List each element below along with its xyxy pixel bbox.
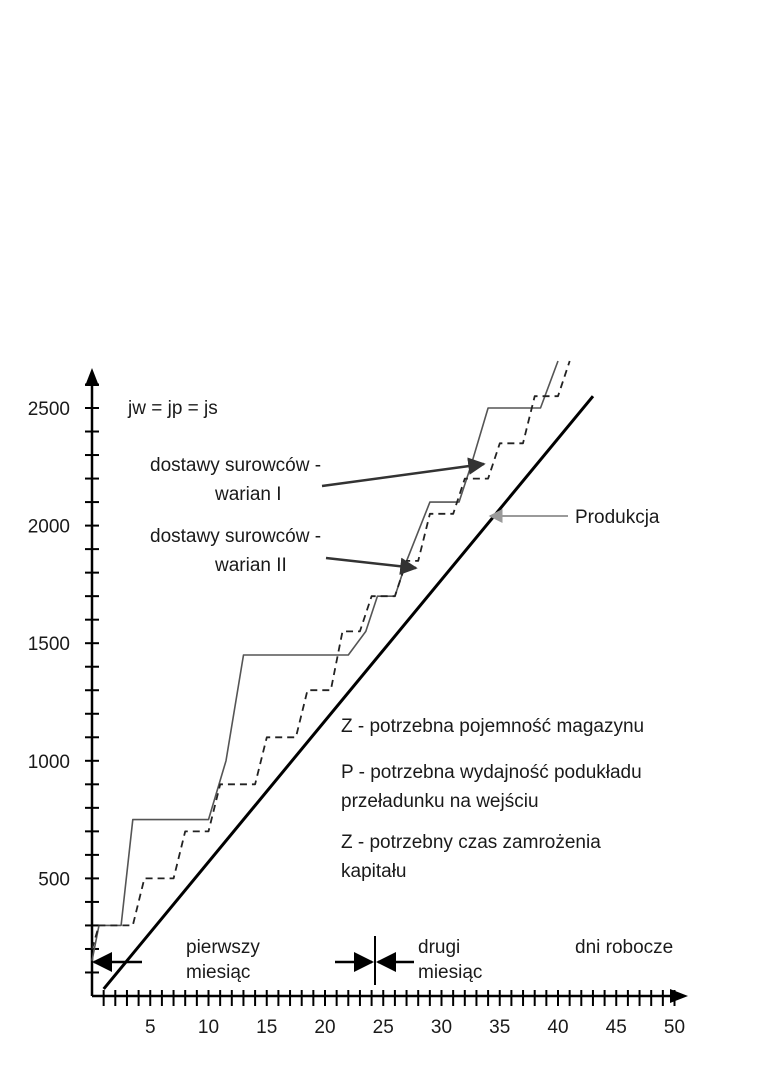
x-tick-label: 5 [144,1017,156,1038]
variant2-label-line1: dostawy surowców - [150,526,322,547]
x-tick-label: 10 [197,1017,220,1038]
legend-p-line1: P - potrzebna wydajność podukładu [341,762,642,783]
second-month-label-line1: drugi [418,937,461,958]
y-tick-label: 1000 [27,751,70,773]
legend-p-line2: przeładunku na wejściu [341,791,539,812]
condition-label: jw = jp = js [128,398,218,419]
y-tick-labels [28,399,70,890]
x-axis-arrowhead [670,989,688,1003]
legend-z2-line1: Z - potrzebny czas zamrożenia [341,832,601,853]
variant1-arrow [322,464,484,486]
variant1-label-line1: dostawy surowców - [150,455,322,476]
x-tick-label: 40 [547,1017,569,1038]
first-month-label-line1: pierwszy [186,937,260,958]
y-tick-label: 500 [38,869,70,891]
x-tick-labels [145,1017,685,1038]
variant1-label-line2: warian I [215,484,282,505]
series-production-line [104,396,593,989]
x-tick-label: 15 [256,1017,278,1038]
series-variant-1-line [92,361,558,961]
x-tick-label: 35 [489,1017,511,1038]
y-tick-label: 1500 [27,634,70,656]
legend-z2-line2: kapitału [341,861,407,882]
x-tick-label: 20 [314,1017,336,1038]
variant2-label-line2: warian II [215,555,287,576]
x-tick-label: 45 [605,1017,627,1038]
y-tick-label: 2000 [27,516,70,538]
second-month-label-line2: miesiąc [418,962,483,983]
production-label: Produkcja [575,507,660,528]
x-tick-label: 50 [663,1017,686,1038]
x-tick-label: 30 [430,1017,453,1038]
variant2-arrow [326,558,416,568]
x-ticks [104,990,675,1006]
legend-z1: Z - potrzebna pojemność magazynu [341,716,645,737]
first-month-label-line2: miesiąc [186,962,251,983]
y-axis-arrowhead [85,368,99,386]
x-axis-label: dni robocze [575,937,674,958]
x-tick-label: 25 [372,1017,394,1038]
y-tick-label: 2500 [27,399,70,420]
